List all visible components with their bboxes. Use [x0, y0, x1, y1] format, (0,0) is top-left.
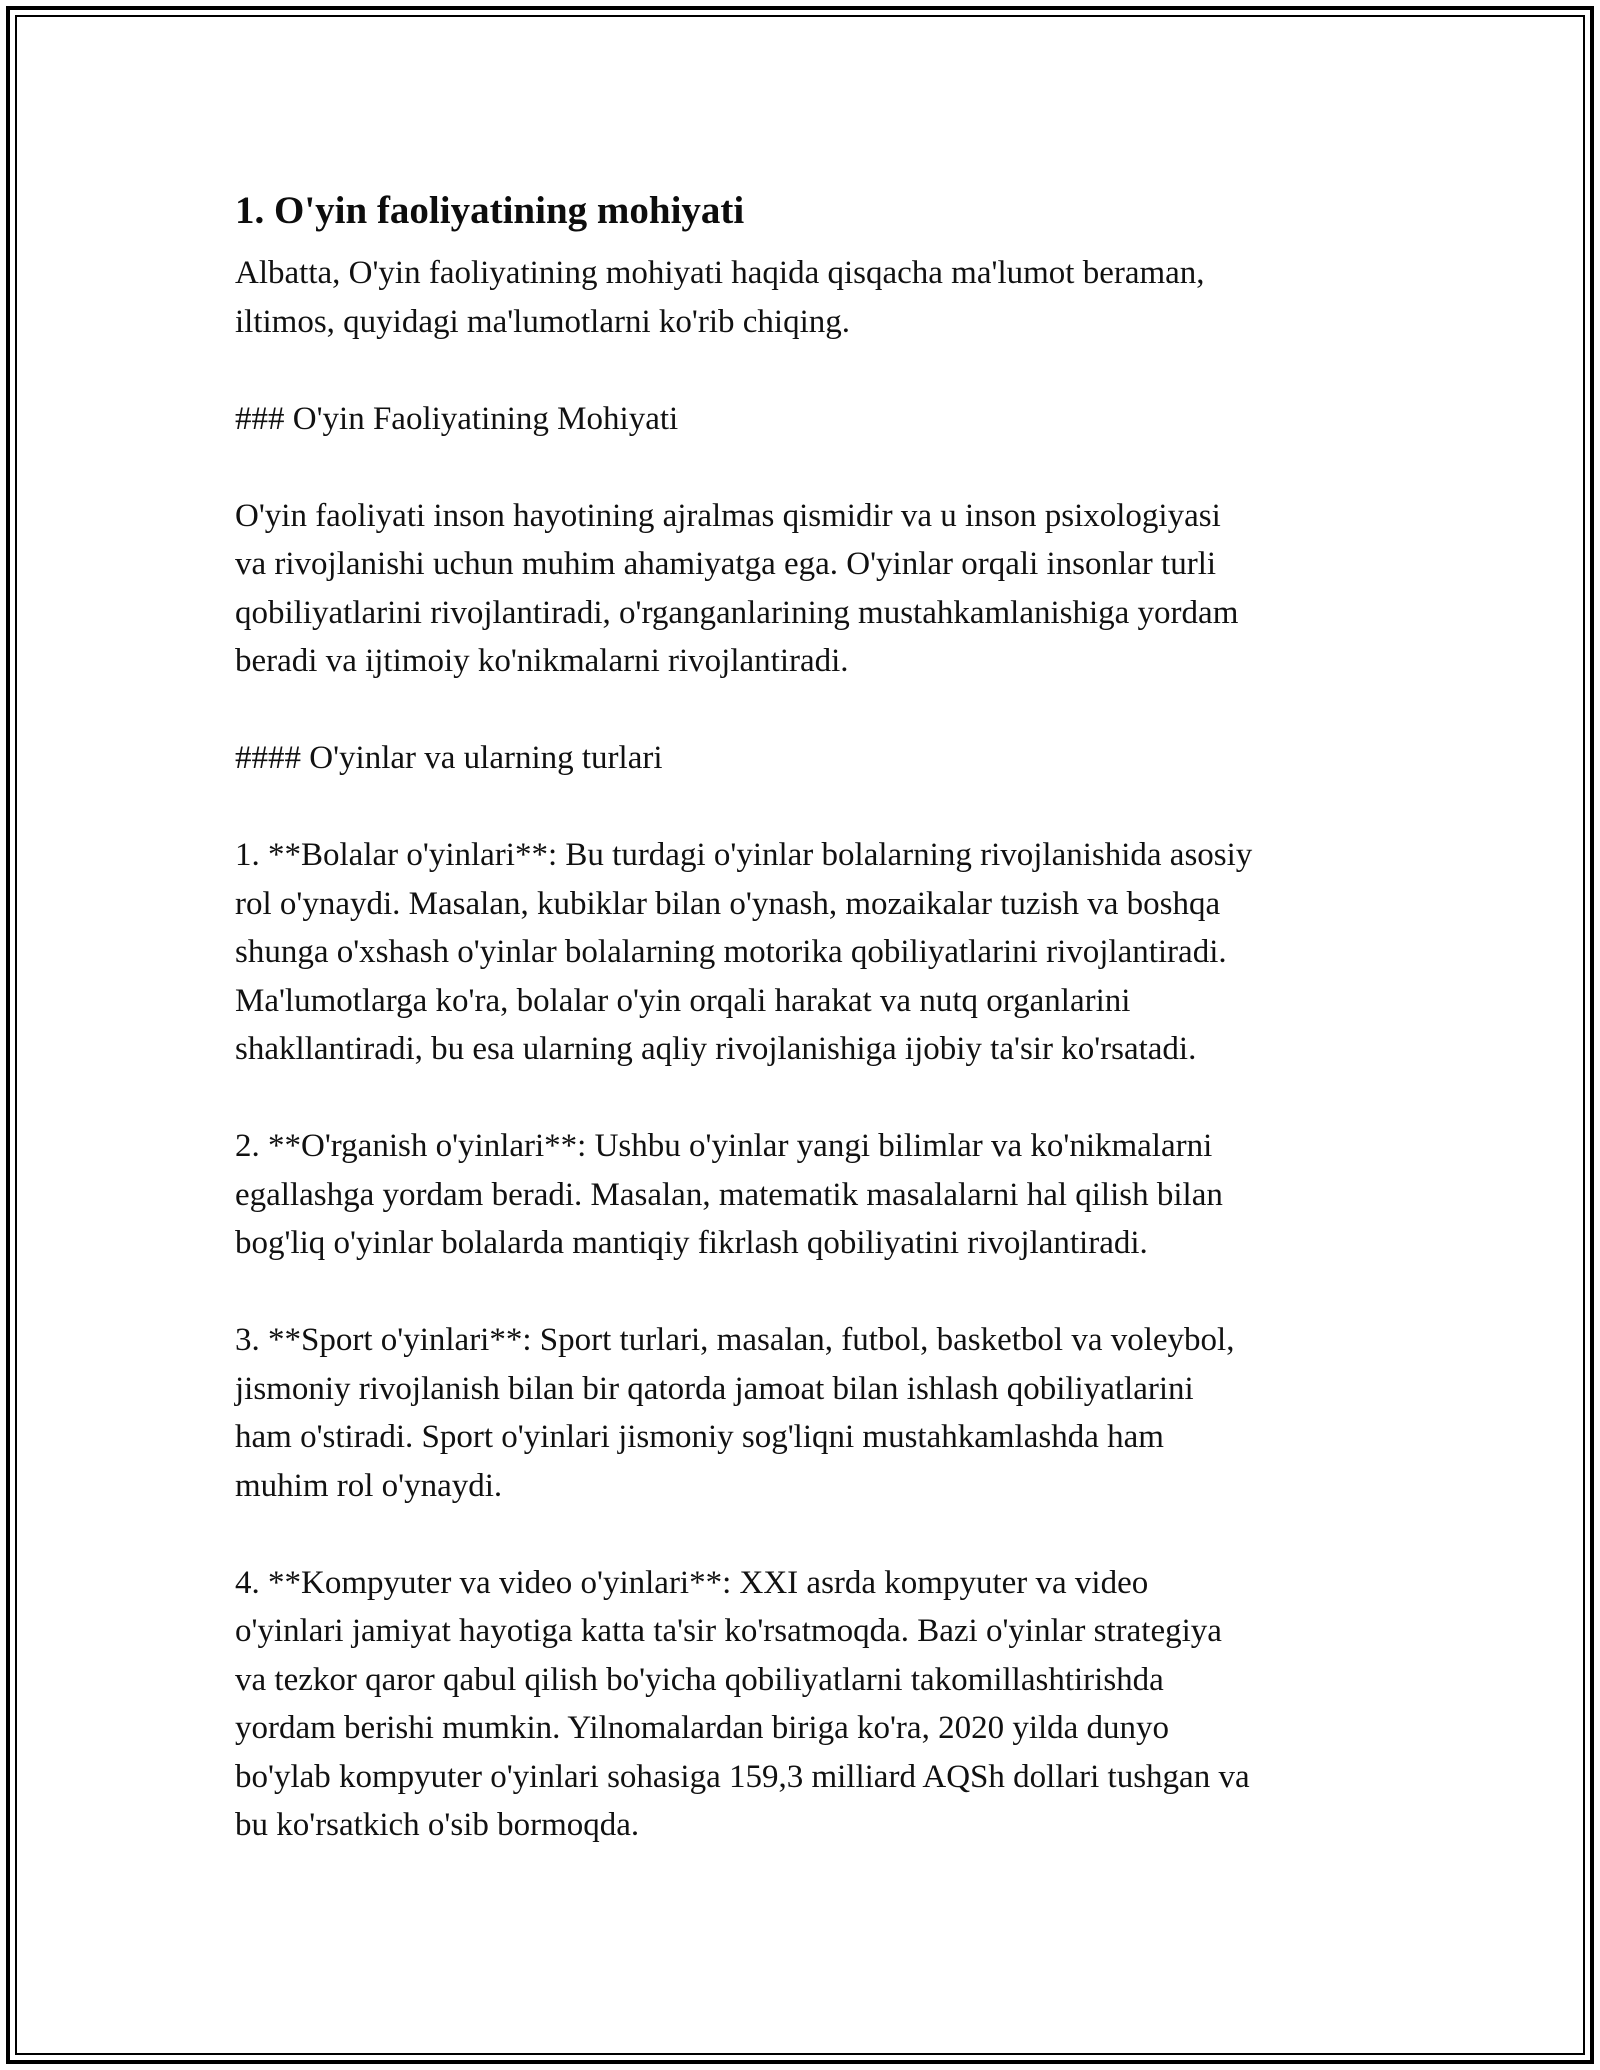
text-line: va rivojlanishi uchun muhim ahamiyatga ega. O'yinlar orqali insonlar turli — [235, 546, 1217, 582]
text-line: shunga o'xshash o'yinlar bolalarning motorika qobiliyatlarini rivojlantiradi. — [235, 934, 1227, 970]
text-line: O'yin faoliyati inson hayotining ajralmas qismidir va u inson psixologiyasi — [235, 497, 1221, 534]
text-line: 4. **Kompyuter va video o'yinlari**: XXI asrda kompyuter va video — [235, 1564, 1149, 1601]
text-line: iltimos, quyidagi ma'lumotlarni ko'rib chiqing. — [235, 303, 850, 340]
text-line: egallashga yordam beradi. Masalan, matematik masalalarni hal qilish bilan — [235, 1176, 1223, 1213]
text-line: va tezkor qaror qabul qilish bo'yicha qobiliyatlarni takomillashtirishda — [235, 1661, 1164, 1698]
text-line: 1. **Bolalar o'yinlari**: Bu turdagi o'yinlar bolalarning rivojlanishida asosiy — [235, 837, 1253, 873]
section-heading — [235, 395, 1385, 444]
list-item — [235, 831, 1385, 1074]
subsection-heading — [235, 734, 1385, 783]
text-line: beradi va ijtimoiy ko'nikmalarni rivojlantiradi. — [235, 643, 849, 679]
intro-paragraph — [235, 249, 1385, 346]
text-line: shakllantiradi, bu esa ularning aqliy rivojlanishiga ijobiy ta'sir ko'rsatadi. — [235, 1031, 1197, 1067]
list-item — [235, 1122, 1385, 1268]
text-line: Albatta, O'yin faoliyatining mohiyati haqida qisqacha ma'lumot beraman, — [235, 255, 1205, 291]
text-line: bog'liq o'yinlar bolalarda mantiqiy fikrlash qobiliyatini rivojlantiradi. — [235, 1225, 1148, 1261]
document-body — [235, 183, 1385, 1850]
text-line: bu ko'rsatkich o'sib bormoqda. — [235, 1807, 640, 1843]
list-item — [235, 1316, 1385, 1510]
text-line: bo'ylab kompyuter o'yinlari sohasiga 159,3 milliard AQSh dollari tushgan va — [235, 1758, 1250, 1795]
text-line: o'yinlari jamiyat hayotiga katta ta'sir ko'rsatmoqda. Bazi o'yinlar strategiya — [235, 1613, 1222, 1649]
text-line: jismoniy rivojlanish bilan bir qatorda jamoat bilan ishlash qobiliyatlarini — [235, 1370, 1194, 1407]
body-paragraph — [235, 492, 1385, 686]
text-line: ### O'yin Faoliyatining Mohiyati — [235, 400, 679, 437]
text-line: ham o'stiradi. Sport o'yinlari jismoniy sog'liqni mustahkamlashda ham — [235, 1419, 1164, 1455]
text-line: Ma'lumotlarga ko'ra, bolalar o'yin orqali harakat va nutq organlarini — [235, 982, 1131, 1019]
text-line: rol o'ynaydi. Masalan, kubiklar bilan o'ynash, mozaikalar tuzish va boshqa — [235, 885, 1221, 922]
text-line: 2. **O'rganish o'yinlari**: Ushbu o'yinlar yangi bilimlar va ko'nikmalarni — [235, 1128, 1213, 1164]
list-item — [235, 1559, 1385, 1850]
text-line: qobiliyatlarini rivojlantiradi, o'rganganlarining mustahkamlanishiga yordam — [235, 594, 1239, 631]
text-line: muhim rol o'ynaydi. — [235, 1467, 503, 1504]
text-line: yordam berishi mumkin. Yilnomalardan biriga ko'ra, 2020 yilda dunyo — [235, 1710, 1170, 1746]
text-line: #### O'yinlar va ularning turlari — [235, 740, 663, 776]
document-title: 1. O'yin faoliyatining mohiyati — [235, 189, 745, 232]
text-line: 3. **Sport o'yinlari**: Sport turlari, masalan, futbol, basketbol va voleybol, — [235, 1322, 1235, 1358]
